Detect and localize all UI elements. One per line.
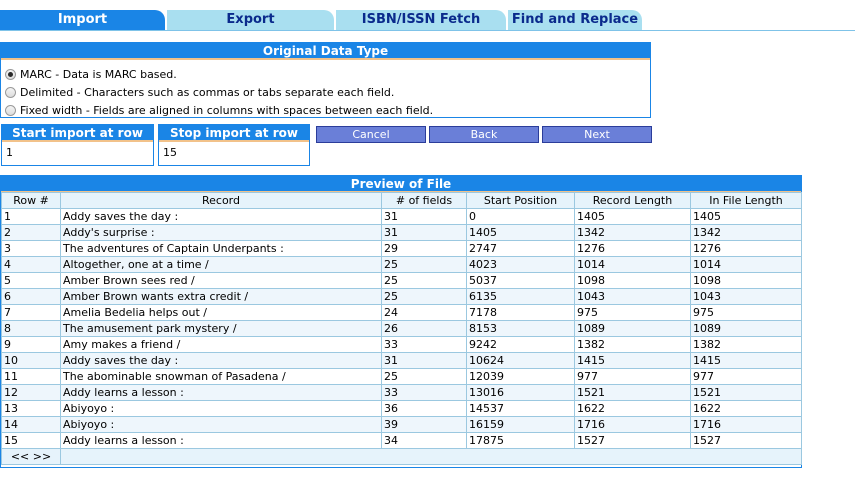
cell-num-fields: 29: [382, 241, 467, 257]
cell-start-position: 4023: [467, 257, 575, 273]
cell-start-position: 0: [467, 209, 575, 225]
cell-num-fields: 31: [382, 225, 467, 241]
cell-record: Amy makes a friend /: [61, 337, 382, 353]
cell-in-file-length: 1342: [691, 225, 802, 241]
cell-row-number: 9: [2, 337, 61, 353]
cell-in-file-length: 1043: [691, 289, 802, 305]
radio-fixed-width[interactable]: [5, 105, 16, 116]
tab-export[interactable]: Export: [167, 10, 334, 30]
table-row[interactable]: [2, 337, 802, 353]
cell-num-fields: 39: [382, 417, 467, 433]
cell-record: Addy saves the day :: [61, 353, 382, 369]
cell-record-length: 1098: [575, 273, 691, 289]
cell-in-file-length: 975: [691, 305, 802, 321]
cell-num-fields: 25: [382, 289, 467, 305]
radio-delimited[interactable]: [5, 87, 16, 98]
cell-start-position: 1405: [467, 225, 575, 241]
option-delimited-label: Delimited - Characters such as commas or tabs separate each field.: [20, 85, 395, 99]
cell-record-length: 1089: [575, 321, 691, 337]
cell-record-length: 1521: [575, 385, 691, 401]
cell-in-file-length: 1405: [691, 209, 802, 225]
cell-row-number: 5: [2, 273, 61, 289]
tab-divider: [0, 30, 855, 31]
next-button[interactable]: Next: [542, 126, 652, 143]
cell-start-position: 5037: [467, 273, 575, 289]
cell-num-fields: 24: [382, 305, 467, 321]
cell-in-file-length: 1521: [691, 385, 802, 401]
table-row[interactable]: [2, 225, 802, 241]
cell-record: Abiyoyo :: [61, 417, 382, 433]
table-header-row: [2, 193, 802, 209]
cell-row-number: 8: [2, 321, 61, 337]
cell-num-fields: 31: [382, 353, 467, 369]
radio-marc[interactable]: [5, 69, 16, 80]
cell-row-number: 14: [2, 417, 61, 433]
cell-record-length: 1276: [575, 241, 691, 257]
cell-num-fields: 26: [382, 321, 467, 337]
cell-record: The abominable snowman of Pasadena /: [61, 369, 382, 385]
cell-num-fields: 33: [382, 337, 467, 353]
cell-num-fields: 36: [382, 401, 467, 417]
cell-start-position: 10624: [467, 353, 575, 369]
table-row[interactable]: [2, 289, 802, 305]
stop-row-input[interactable]: [159, 142, 309, 162]
cell-record-length: 1342: [575, 225, 691, 241]
cell-row-number: 7: [2, 305, 61, 321]
cell-row-number: 4: [2, 257, 61, 273]
cell-num-fields: 33: [382, 385, 467, 401]
preview-table: [1, 192, 802, 465]
cell-row-number: 1: [2, 209, 61, 225]
stop-row-label: Stop import at row: [159, 125, 309, 142]
cell-num-fields: 25: [382, 273, 467, 289]
col-record-length: Record Length: [575, 193, 691, 209]
table-row[interactable]: [2, 209, 802, 225]
tab-isbn-issn-fetch[interactable]: ISBN/ISSN Fetch: [336, 10, 506, 30]
cell-row-number: 13: [2, 401, 61, 417]
start-row-panel: [1, 124, 154, 166]
tab-bar: [0, 10, 855, 30]
cell-start-position: 16159: [467, 417, 575, 433]
cell-row-number: 2: [2, 225, 61, 241]
col-row-number: Row #: [2, 193, 61, 209]
cell-in-file-length: 1089: [691, 321, 802, 337]
pager-row: [2, 449, 802, 465]
cell-in-file-length: 1276: [691, 241, 802, 257]
cell-record-length: 1527: [575, 433, 691, 449]
cell-in-file-length: 1098: [691, 273, 802, 289]
cell-in-file-length: 1527: [691, 433, 802, 449]
cell-record: Addy learns a lesson :: [61, 385, 382, 401]
table-row[interactable]: [2, 321, 802, 337]
cell-record-length: 1014: [575, 257, 691, 273]
cell-start-position: 7178: [467, 305, 575, 321]
table-row[interactable]: [2, 385, 802, 401]
cell-record: Addy learns a lesson :: [61, 433, 382, 449]
cell-row-number: 12: [2, 385, 61, 401]
cell-start-position: 17875: [467, 433, 575, 449]
back-button[interactable]: Back: [429, 126, 539, 143]
cell-start-position: 13016: [467, 385, 575, 401]
cell-num-fields: 25: [382, 257, 467, 273]
cell-record-length: 1415: [575, 353, 691, 369]
cancel-button[interactable]: Cancel: [316, 126, 426, 143]
cell-in-file-length: 1014: [691, 257, 802, 273]
cell-row-number: 15: [2, 433, 61, 449]
cell-in-file-length: 977: [691, 369, 802, 385]
stop-row-panel: [158, 124, 310, 166]
cell-record-length: 1043: [575, 289, 691, 305]
start-row-label: Start import at row: [2, 125, 153, 142]
pager-controls[interactable]: << >>: [2, 449, 61, 465]
preview-panel: [0, 175, 802, 468]
cell-record: Amber Brown wants extra credit /: [61, 289, 382, 305]
cell-record-length: 1716: [575, 417, 691, 433]
cell-row-number: 10: [2, 353, 61, 369]
table-row[interactable]: [2, 273, 802, 289]
start-row-input[interactable]: [2, 142, 153, 162]
cell-record-length: 1622: [575, 401, 691, 417]
cell-num-fields: 25: [382, 369, 467, 385]
data-type-title: Original Data Type: [1, 43, 650, 60]
cell-start-position: 8153: [467, 321, 575, 337]
cell-start-position: 9242: [467, 337, 575, 353]
tab-import[interactable]: Import: [0, 10, 165, 30]
table-row[interactable]: [2, 401, 802, 417]
cell-record-length: 975: [575, 305, 691, 321]
cell-record: Amelia Bedelia helps out /: [61, 305, 382, 321]
table-row[interactable]: [2, 353, 802, 369]
cell-start-position: 12039: [467, 369, 575, 385]
cell-row-number: 3: [2, 241, 61, 257]
cell-record: The adventures of Captain Underpants :: [61, 241, 382, 257]
pager-spacer: [61, 449, 802, 465]
cell-record-length: 1382: [575, 337, 691, 353]
data-type-panel: [0, 42, 651, 118]
col-num-fields: # of fields: [382, 193, 467, 209]
cell-in-file-length: 1716: [691, 417, 802, 433]
option-marc-label: MARC - Data is MARC based.: [20, 67, 177, 81]
cell-start-position: 2747: [467, 241, 575, 257]
option-delimited[interactable]: [5, 84, 394, 100]
table-row[interactable]: [2, 369, 802, 385]
table-row[interactable]: [2, 417, 802, 433]
cell-record: Addy saves the day :: [61, 209, 382, 225]
cell-in-file-length: 1415: [691, 353, 802, 369]
cell-record: The amusement park mystery /: [61, 321, 382, 337]
cell-record: Altogether, one at a time /: [61, 257, 382, 273]
cell-record: Addy's surprise :: [61, 225, 382, 241]
table-row[interactable]: [2, 433, 802, 449]
tab-find-and-replace[interactable]: Find and Replace: [508, 10, 642, 30]
cell-record-length: 1405: [575, 209, 691, 225]
cell-record: Abiyoyo :: [61, 401, 382, 417]
cell-row-number: 11: [2, 369, 61, 385]
cell-start-position: 14537: [467, 401, 575, 417]
cell-start-position: 6135: [467, 289, 575, 305]
table-row[interactable]: [2, 241, 802, 257]
option-fixed-width[interactable]: [5, 102, 433, 118]
cell-in-file-length: 1622: [691, 401, 802, 417]
cell-record-length: 977: [575, 369, 691, 385]
option-marc[interactable]: [5, 66, 177, 82]
col-start-position: Start Position: [467, 193, 575, 209]
col-in-file-length: In File Length: [691, 193, 802, 209]
table-row[interactable]: [2, 305, 802, 321]
cell-record: Amber Brown sees red /: [61, 273, 382, 289]
cell-num-fields: 31: [382, 209, 467, 225]
cell-in-file-length: 1382: [691, 337, 802, 353]
table-row[interactable]: [2, 257, 802, 273]
cell-num-fields: 34: [382, 433, 467, 449]
option-fixed-width-label: Fixed width - Fields are aligned in columns with spaces between each field.: [20, 103, 434, 117]
preview-title: Preview of File: [1, 176, 801, 192]
cell-row-number: 6: [2, 289, 61, 305]
col-record: Record: [61, 193, 382, 209]
